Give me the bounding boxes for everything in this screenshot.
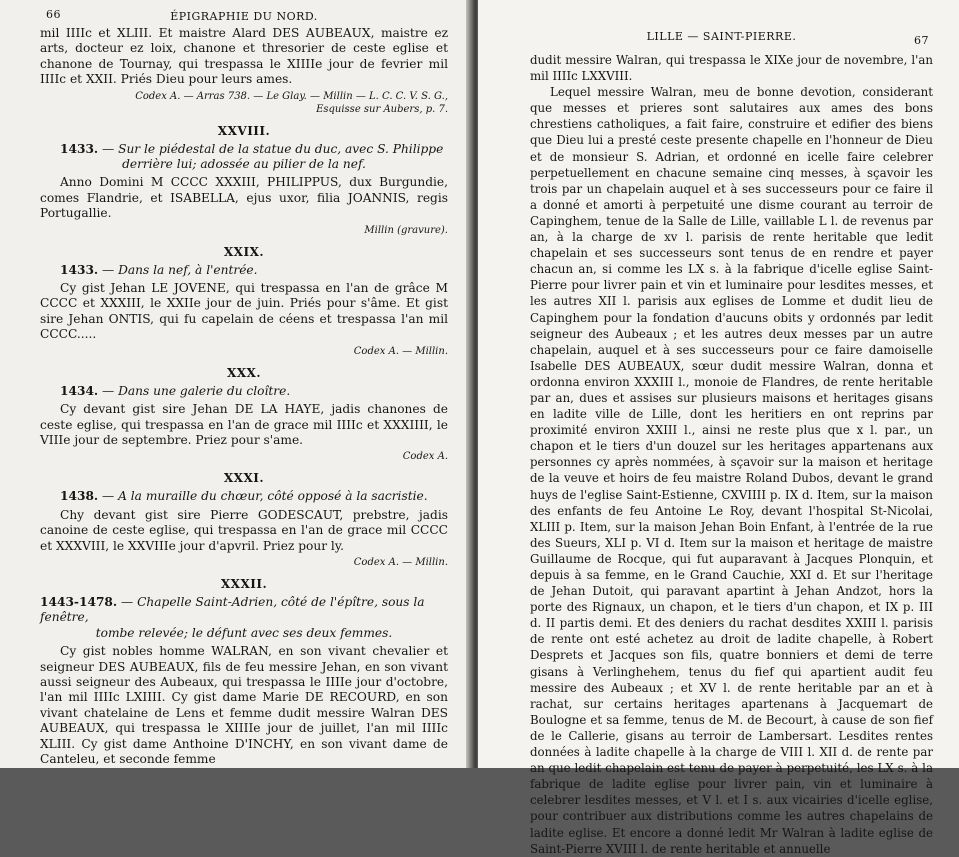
- right-page-number: 67: [914, 34, 929, 47]
- section-year: 1443-1478.: [40, 594, 118, 609]
- left-page-number: 66: [46, 8, 61, 21]
- left-running-head: [40, 8, 448, 26]
- left-page: [0, 0, 472, 768]
- section-text: Cy gist nobles homme WALRAN, en son vivant chevalier et seigneur DES AUBEAUX, fils de feu messire Jehan, en son vivant aussi seigneur des Aubeaux, qui trespassa le IIIIe jour d'octobre, l'an mil IIIIc LXIIII. Cy gist dame Marie DE RECOURD, en son vivant chatelaine de Lens et femme dudit messire Walran DES AUBEAUX, qui trespassa le XIIIIe jour de juillet, l'an mil IIIIc XLIII. Cy gist dame Anthoine D'INCHY, en son vivant dame de Canteleu, et seconde femme: [40, 644, 448, 766]
- right-running-title: LILLE — SAINT-PIERRE.: [646, 30, 797, 43]
- section-year: 1433.: [60, 141, 99, 156]
- section-year: 1434.: [60, 383, 99, 398]
- left-running-title: ÉPIGRAPHIE DU NORD.: [170, 10, 318, 23]
- section-heading-line-1: — Sur le piédestal de la statue du duc, avec S. Philippe: [102, 141, 444, 156]
- intro-source-line-1: Codex A. — Arras 738. — Le Glay. — Millin — L. C. C. V. S. G.,: [135, 90, 448, 102]
- section-heading-line-1: — Dans une galerie du cloître.: [102, 383, 291, 398]
- section-source: Codex A.: [402, 451, 448, 463]
- section-heading-line-1: — Chapelle Saint-Adrien, côté de l'épître, sous la fenêtre,: [40, 594, 425, 625]
- section-text: Anno Domini M CCCC XXXIII, PHILIPPUS, dux Burgundie, comes Flandrie, et ISABELLA, ejus uxor, filia JOANNIS, regis Portugallie.: [40, 175, 448, 221]
- section-number: XXX.: [226, 365, 262, 380]
- section-number: XXXI.: [223, 471, 265, 486]
- section-heading: [40, 142, 448, 173]
- section-xxix: [40, 245, 448, 358]
- section-heading-line-2: tombe relevée; le défunt avec ses deux femmes.: [95, 625, 393, 640]
- section-heading: [40, 489, 448, 504]
- section-number: XXIX.: [223, 244, 265, 259]
- intro-source-line-2: Esquisse sur Aubers, p. 7.: [316, 103, 448, 115]
- section-heading-line-1: — A la muraille du chœur, côté opposé à la sacristie.: [102, 489, 428, 504]
- section-text: Chy devant gist sire Pierre GODESCAUT, prebstre, jadis canoine de ceste eglise, qui trespassa en l'an de grace mil CCCC et XXXVIII, le XXVIIIe jour d'apvril. Priez pour ly.: [40, 507, 448, 553]
- section-heading: [40, 263, 448, 278]
- section-number: XXVIII.: [217, 123, 271, 138]
- section-heading-line-2: derrière lui; adossée au pilier de la nef.: [122, 157, 366, 172]
- section-year: 1438.: [60, 489, 99, 504]
- intro-source: [40, 90, 448, 116]
- section-xxxi: [40, 471, 448, 569]
- foundation-paragraph: Lequel messire Walran, meu de bonne devotion, considerant que messes et prieres sont salutaires aux ames des bons chrestiens catholiques, a fait faire, construire et edifier des biens que Dieu lui a presté ceste presente chapelle en l'honneur de Dieu et de monsieur S. Adrian, et ordonné en icelle faire celebrer perpetuellement en chacune semaine cinq messes, à sçavoir les trois par un chapelain auquel et à ses successeurs pour ce faire il a donné et amorti à perpetuité une disme courant au terroir de Capinghem, tenue de la Salle de Lille, vaillable L l. de revenus par an, à la charge de xv l. parisis de rente heritable que ledit chapelain et ses successeurs sont tenus de en rendre et payer chacun an, si comme les LX s. à la fabrique d'icelle eglise Saint-Pierre pour livrer pain et vin et luminaire pour lesdites messes, et les autres XII l. parisis aux eglises de Lomme et dudit lieu de Capinghem pour la fondation d'aucuns obits y ordonnés par ledit seigneur des Aubeaux ; et les autres deux messes par un autre chapelain, auquel et à ses successeurs pour ce faire damoiselle Isabelle DES AUBEAUX, sœur dudit messire Walran, donna et ordonna environ XXXIII l., monoie de Flandres, de rente heritable par an, dues et assises sur plusieurs maisons et heritages gisans en ladite ville de Lille, dont les heritiers en ont reprins par proximité environ XXIII l., ainsi ne reste plus que x l. par., un chapon et le tiers d'un douzel sur les heritages appartenans aux personnes cy après nommées, à sçavoir sur la maison et heritage de la veuve et hoirs de feu maistre Roland Dubos, devant le grand huys de l'eglise Saint-Estienne, CXVIIII p. IX d. Item, sur la maison des enfants de feu Antoine Le Roy, devant l'hospital St-Nicolai, XLIII p. Item, sur la maison Jehan Boin Enfant, à l'entrée de la rue des Sueurs, XLI p. VI d. Item sur la maison et heritage de maistre Guillaume de Rocque, qui fut auparavant à Jacques Plonquin, et depuis à sa femme, en le Grand Cauchie, XXI d. Et sur l'heritage de Jehan Dutoit, qui paravant apartint à Jehan Andzot, hors la porte des Rignaux, un chapon, et le tiers d'un chapon, et IX p. III d. II partis demi. Et des deniers du rachat desdites XXIII l. parisis de rente ont esté achetez au droit de ladite chapelle, à Robert Desprets et Jacques son fils, quatre bonniers et demi de terre gisans à Verlinghehem, tenus du fief qui apartient audit feu messire des Aubeaux ; et XV l. de rente heritable par an et à rachat, sur certains heritages apartenans à Jacquemart de Boulogne et sa femme, tenus de M. de Becourt, à cause de son fief de le Callerie, gisans au terroir de Lambersart. Lesdites rentes données à ladite chapelle à la charge de VIII l. XII d. de rente par an que ledit chapelain est tenu de payer à perpetuité, les LX s. à la fabrique de ladite eglise pour livrer pain, vin et luminaire à celebrer lesdites messes, et V l. et I s. aux vicairies d'icelle eglise, pour contribuer aux distributions comme les autres chapelains de ladite eglise. Et encore a donné ledit Mr Walran à ladite eglise de Saint-Pierre XVIII l. de rente heritable et annuelle: [530, 85, 933, 856]
- section-heading-line-1: — Dans la nef, à l'entrée.: [102, 262, 258, 277]
- section-text: Cy gist Jehan LE JOVENE, qui trespassa en l'an de grâce M CCCC et XXXIII, le XXIIe jour de juin. Priés pour s'âme. Et gist sire Jehan ONTIS, qui fu capelain de céens et trespassa l'an mil CCCC.....: [40, 281, 448, 342]
- section-number: XXXII.: [220, 576, 268, 591]
- continuation-paragraph: dudit messire Walran, qui trespassa le XIXe jour de novembre, l'an mil IIIIc LXXVIII.: [530, 53, 933, 84]
- section-xxviii: [40, 124, 448, 237]
- section-xxx: [40, 366, 448, 464]
- section-source: Millin (gravure).: [364, 224, 448, 236]
- right-page: [478, 0, 959, 856]
- intro-paragraph: mil IIIIc et XLIII. Et maistre Alard DES AUBEAUX, maistre ez arts, docteur ez loix, chanone et thresorier de ceste eglise et chanone de Tournay, qui trespassa le XIIIIe jour de fevrier mil IIIIc et XXII. Priés Dieu pour leurs ames.: [40, 26, 448, 87]
- section-xxxii: [40, 577, 448, 767]
- section-source: Codex A. — Millin.: [353, 345, 448, 357]
- section-heading: [40, 595, 448, 641]
- section-year: 1433.: [60, 262, 99, 277]
- section-source: Codex A. — Millin.: [353, 556, 448, 568]
- right-running-head: [530, 12, 933, 47]
- section-text: Cy devant gist sire Jehan DE LA HAYE, jadis chanones de ceste eglise, qui trespassa en l'an de grace mil IIIIc et XXXIIII, le VIIIe jour de septembre. Priez pour s'ame.: [40, 402, 448, 447]
- section-heading: [40, 384, 448, 399]
